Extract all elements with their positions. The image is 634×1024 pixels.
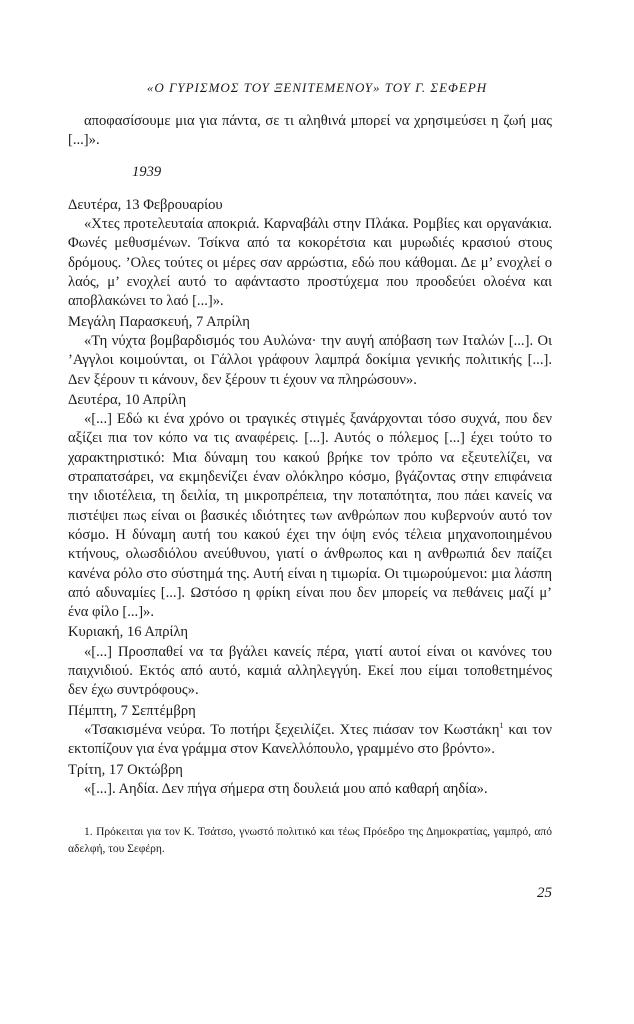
page-number: 25 bbox=[537, 885, 552, 901]
footnote-reference: 1 bbox=[499, 721, 504, 731]
page-body bbox=[68, 112, 552, 799]
entry-date: Πέμπτη, 7 Σεπτέμβρη bbox=[68, 702, 196, 719]
footnote bbox=[68, 824, 552, 857]
entry-text: «Τη νύχτα βομβαρδισμός του Αυλώνα· την αυγή απόβαση των Ιταλών [...]. Οι ’Αγγλοι κοιμούνται, οι Γάλλοι γράφουν λαμπρά δοκίμια γενικής πολιτικής [...]. Δεν ξέρουν τι κάνουν, δεν ξέρουν τι έχουν να πληρώσουν». bbox=[68, 332, 552, 388]
entry-date: Τρίτη, 17 Οκτώβρη bbox=[68, 761, 183, 778]
running-header: «Ο ΓΥΡΙΣΜΟΣ ΤΟΥ ΞΕΝΙΤΕΜΕΝΟΥ» ΤΟΥ Γ. ΣΕΦΕΡΗ bbox=[146, 80, 488, 95]
entry-text: «Χτες προτελευταία αποκριά. Καρναβάλι στην Πλάκα. Ρομβίες και οργανάκια. Φωνές μεθυσμένων. Τσίκνα από τα κοκορέτσια και μυρωδιές κρασιού στους δρόμους. ’Ολες τούτες οι μέρες σαν αρρώστια, εδώ που κάθομαι. Δε μ’ ενοχλεί ο λαός, μ’ ενοχλεί αυτό το αφάνταστο προστύχεμα που προοδεύει ολοένα και αποβλακώνει το λαό [...]». bbox=[68, 216, 552, 310]
entry-text: «[...]. Αηδία. Δεν πήγα σήμερα στη δουλειά μου από καθαρή αηδία». bbox=[84, 780, 488, 797]
entry-date: Κυριακή, 16 Απρίλη bbox=[68, 624, 189, 641]
continued-paragraph: αποφασίσουμε μια για πάντα, σε τι αληθινά μπορεί να χρησιμεύσει η ζωή μας [...]». bbox=[68, 113, 552, 149]
year-heading: 1939 bbox=[132, 163, 162, 180]
footnote-text: 1. Πρόκειται για τον Κ. Τσάτσο, γνωστό πολιτικό και τέως Πρόεδρο της Δημοκρατίας, γαμπρό, από αδελφή, του Σεφέρη. bbox=[68, 826, 552, 855]
entry-date: Δευτέρα, 13 Φεβρουαρίου bbox=[68, 196, 223, 213]
entry-text-part: και τον εκτοπίζουν για ένα γράμμα στον Κανελλόπουλο, γραμμένο στο βρόντο». bbox=[68, 721, 552, 758]
entry-date: Δευτέρα, 10 Απρίλη bbox=[68, 391, 187, 408]
entry-text: «[...] Εδώ κι ένα χρόνο οι τραγικές στιγμές ξανάρχονται τόσο συχνά, που δεν αξίζει πια τον κόπο να τις αναφέρεις. [...]. Αυτός ο πόλεμος [...] έχει τούτο το χαρακτηριστικό: Μια δύναμη του κακού βρήκε τον τρόπο να εξευτελίζει, να στραπατσάρει, να εκμηδενίζει έναν ολόκληρο κόσμο, βγάζοντας στην επιφάνεια την ιδιοτέλεια, τη δειλία, τη μικροπρέπεια, την ποταπότητα, που πάει κανείς να πιστέψει πως είναι οι βασικές ιδιότητες των ανθρώπων που κυβερνούν αυτό τον κόσμο. Η δύναμη αυτή του κακού έχει την όψη ενός τέλεια μηχανοποιημένου κτήνους, ολωσδιόλου ανεύθυνου, γιατί ο άνθρωπος και η ανθρωπιά δεν παίζει κανένα ρόλο στο σύστημά της. Αυτή είναι η τιμωρία. Οι τιμωρούμενοι: μια λάσπη από αδυναμίες [...]. Ωστόσο η φρίκη είναι που δεν μπορείς να πεθάνεις μαζί μ’ ένα φίλο [...]». bbox=[68, 411, 552, 621]
entry-text bbox=[68, 721, 552, 760]
entry-text-part: «Τσακισμένα νεύρα. Το ποτήρι ξεχειλίζει. Χτες πιάσαν τον Κωστάκη bbox=[84, 721, 500, 738]
entry-date: Μεγάλη Παρασκευή, 7 Απρίλη bbox=[68, 313, 250, 330]
entry-text: «[...] Προσπαθεί να τα βγάλει κανείς πέρα, γιατί αυτοί είναι οι κανόνες του παιχνιδιού. Εκτός από αυτό, καμιά αλληλεγγύη. Εκεί που είμαι τοποθετημένος δεν έχω συντρόφους». bbox=[68, 643, 552, 699]
